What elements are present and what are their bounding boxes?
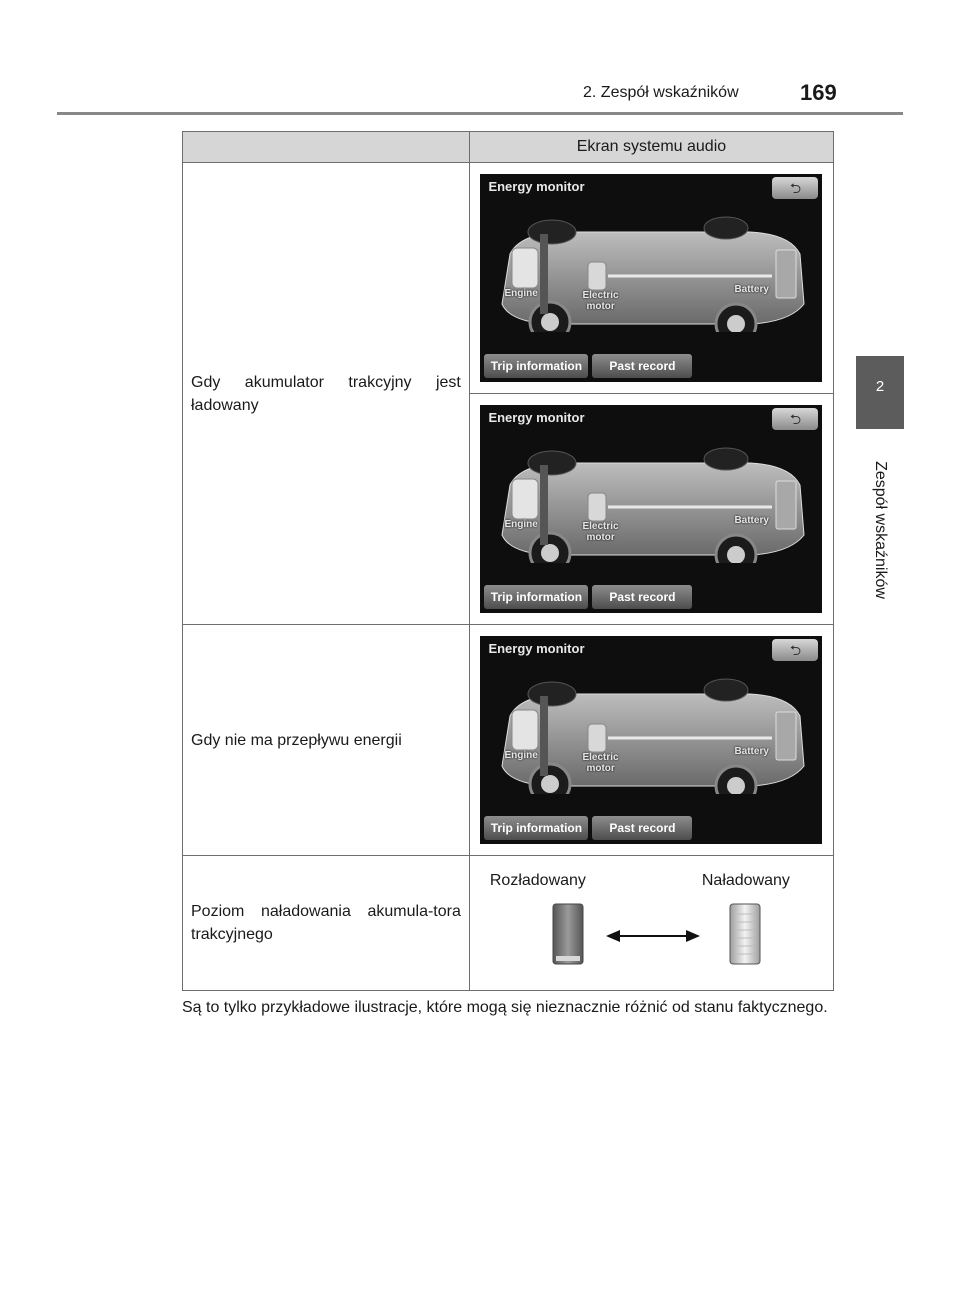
battery-label: Battery	[734, 284, 769, 295]
trip-information-button[interactable]: Trip information	[484, 816, 588, 840]
battery-icon	[776, 481, 796, 529]
energy-monitor-screen	[480, 405, 822, 613]
motor-icon	[588, 262, 606, 290]
engine-label: Engine	[504, 288, 538, 299]
engine-icon	[512, 710, 538, 750]
battery-label: Battery	[734, 515, 769, 526]
battery-level-graphic	[470, 856, 835, 990]
discharged-label: Rozładowany	[489, 872, 586, 889]
table-row	[183, 163, 834, 394]
hybrid-diagram	[490, 676, 812, 794]
engine-label: Engine	[504, 519, 538, 530]
back-button[interactable]	[772, 408, 818, 430]
hybrid-diagram	[490, 445, 812, 563]
motor-label-1: Electric	[582, 290, 619, 301]
screen-cell	[469, 394, 833, 625]
engine-label: Engine	[504, 750, 538, 761]
caption-note: Są to tylko przykładowe ilustracje, które mogą się nieznacznie różnić od stanu faktycznego.	[182, 999, 828, 1016]
battery-empty-icon	[553, 904, 583, 964]
rear-wheel-top-icon	[704, 679, 748, 701]
motor-label-1: Electric	[582, 752, 619, 763]
table-row	[183, 856, 834, 991]
table-row	[183, 625, 834, 856]
rear-wheel-icon	[716, 535, 756, 563]
table-header-row	[183, 132, 834, 163]
screen-title: Energy monitor	[488, 641, 585, 656]
battery-level-cell	[469, 856, 833, 991]
past-record-button[interactable]: Past record	[592, 354, 692, 378]
motor-label-1: Electric	[582, 521, 619, 532]
past-record-button[interactable]: Past record	[592, 585, 692, 609]
battery-level-area	[470, 856, 833, 990]
rear-wheel-top-icon	[704, 448, 748, 470]
battery-label: Battery	[734, 746, 769, 757]
chapter-number: 2	[875, 378, 885, 395]
double-arrow-icon	[606, 930, 700, 942]
header-rule	[57, 112, 903, 115]
energy-monitor-table	[182, 131, 834, 991]
motor-label-2: motor	[586, 301, 615, 312]
chapter-label: Zespół wskaźników	[872, 461, 889, 599]
back-arrow-icon: ⮌	[789, 642, 802, 658]
battery-icon	[776, 250, 796, 298]
row-label-charge-level: Poziom naładowania akumula-tora trakcyjnego	[183, 856, 470, 991]
energy-monitor-screen	[480, 636, 822, 844]
back-button[interactable]	[772, 177, 818, 199]
motor-label-2: motor	[586, 532, 615, 543]
screen-title: Energy monitor	[488, 410, 585, 425]
screen-cell	[469, 163, 833, 394]
battery-full-icon	[730, 904, 760, 964]
back-button[interactable]	[772, 639, 818, 661]
screen-slot	[470, 163, 833, 393]
battery-icon	[776, 712, 796, 760]
front-wheel-icon	[530, 764, 570, 794]
header-empty-cell	[183, 132, 470, 163]
front-wheel-top-icon	[528, 682, 576, 706]
row-label-charging: Gdy akumulator trakcyjny jest ładowany	[183, 163, 470, 625]
front-wheel-icon	[530, 302, 570, 332]
back-arrow-icon: ⮌	[789, 411, 802, 427]
front-wheel-top-icon	[528, 220, 576, 244]
rear-wheel-icon	[716, 304, 756, 332]
screen-slot	[470, 394, 833, 624]
rear-wheel-top-icon	[704, 217, 748, 239]
motor-icon	[588, 493, 606, 521]
motor-icon	[588, 724, 606, 752]
screen-cell	[469, 625, 833, 856]
past-record-button[interactable]: Past record	[592, 816, 692, 840]
hybrid-diagram	[490, 214, 812, 332]
row-label-no-flow: Gdy nie ma przepływu energii	[183, 625, 470, 856]
front-wheel-icon	[530, 533, 570, 563]
trip-information-button[interactable]: Trip information	[484, 585, 588, 609]
front-wheel-top-icon	[528, 451, 576, 475]
back-arrow-icon: ⮌	[789, 180, 802, 196]
engine-icon	[512, 248, 538, 288]
charged-label: Naładowany	[701, 872, 790, 889]
screen-title: Energy monitor	[488, 179, 585, 194]
screen-slot	[470, 625, 833, 855]
header-audio-screen: Ekran systemu audio	[469, 132, 833, 163]
chapter-tab	[856, 356, 904, 429]
engine-icon	[512, 479, 538, 519]
motor-label-2: motor	[586, 763, 615, 774]
energy-monitor-screen	[480, 174, 822, 382]
rear-wheel-icon	[716, 766, 756, 794]
page-number: 169	[800, 80, 837, 105]
section-title: 2. Zespół wskaźników	[583, 84, 739, 101]
trip-information-button[interactable]: Trip information	[484, 354, 588, 378]
